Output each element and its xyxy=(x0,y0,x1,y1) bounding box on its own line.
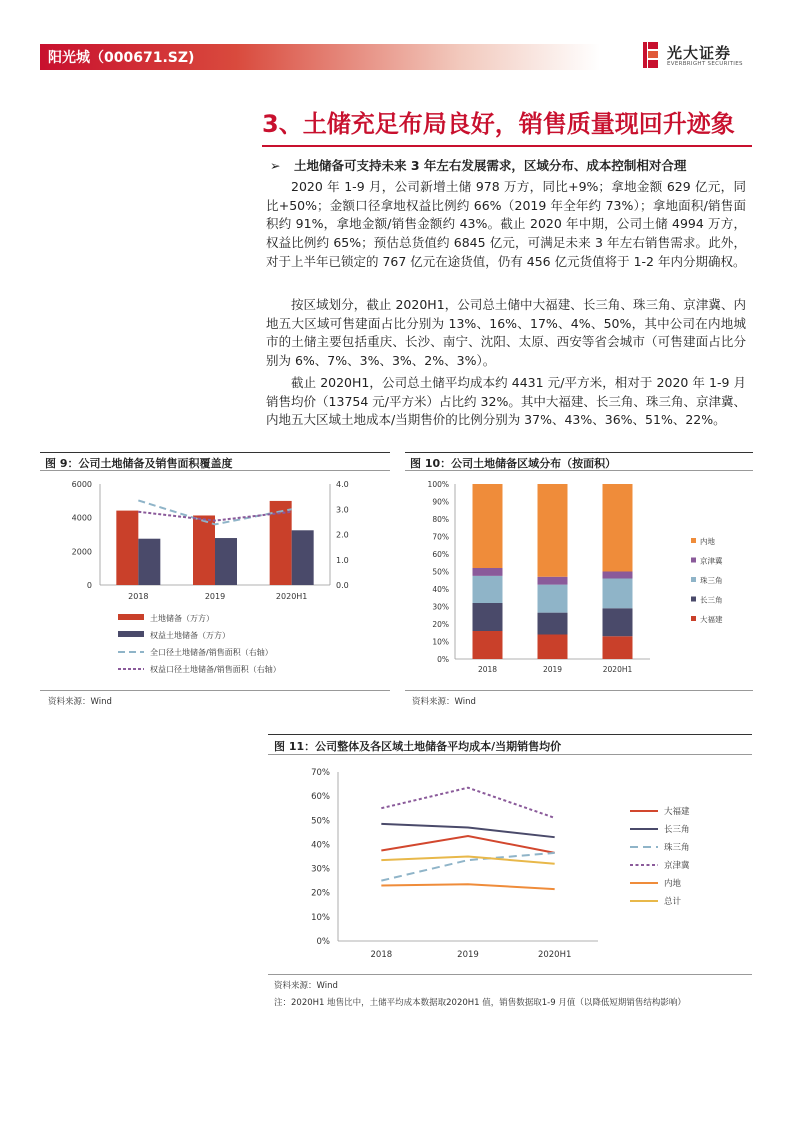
fig9-legend-label: 全口径土地储备/销售面积（右轴） xyxy=(150,648,273,657)
fig9-bar xyxy=(138,539,160,585)
fig9-right-tick-label: 4.0 xyxy=(336,480,349,489)
fig10-bar-segment xyxy=(538,484,568,577)
fig9-top-rule xyxy=(40,452,390,453)
fig10-bar-segment xyxy=(538,585,568,613)
fig10-legend-label: 内地 xyxy=(700,537,715,546)
fig11-legend-label: 内地 xyxy=(664,879,682,889)
fig9-title-rule xyxy=(40,470,390,471)
fig10-top-rule xyxy=(405,452,753,453)
fig10-legend-swatch xyxy=(691,538,696,543)
fig10-bottom-rule xyxy=(405,690,753,691)
fig9-category-label: 2019 xyxy=(204,592,226,601)
paragraph: 截止 2020H1，公司总土储平均成本约 4431 元/平方米，相对于 2020 年 1-9 月销售均价（13754 元/平方米）占比约 32%。其中大福建、长三角、珠三角、京津冀、内地五大区域土地成本/当期售价的比例分别为 37%、43%、36%、51%、22%。 xyxy=(266,375,746,428)
fig9-bar xyxy=(193,515,215,585)
fig10-title: 图 10：公司土地储备区域分布（按面积） xyxy=(410,457,617,470)
fig11-series-line xyxy=(381,788,554,818)
fig10-y-tick-label: 70% xyxy=(432,532,449,542)
fig9-right-tick-label: 2.0 xyxy=(336,530,349,540)
bullet-text: 土地储备可支持未来 3 年左右发展需求，区域分布、成本控制相对合理 xyxy=(294,158,687,173)
fig10-legend-swatch xyxy=(691,577,696,582)
fig9-left-tick-label: 4000 xyxy=(71,513,92,523)
fig11-y-tick-label: 60% xyxy=(311,792,330,803)
fig10-legend-label: 京津冀 xyxy=(700,556,723,566)
fig11-title: 图 11：公司整体及各区域土地储备平均成本/当期销售均价 xyxy=(274,740,562,753)
fig11-legend-label: 大福建 xyxy=(664,807,690,817)
fig11-title-rule xyxy=(268,754,752,755)
fig11-legend-label: 总计 xyxy=(664,897,682,907)
fig9-bar xyxy=(215,538,237,585)
fig10-y-tick-label: 0% xyxy=(437,655,449,664)
fig9-category-label: 2018 xyxy=(128,592,149,601)
fig10-chart xyxy=(405,472,753,687)
fig10-y-tick-label: 50% xyxy=(432,567,449,577)
fig10-legend-swatch xyxy=(691,597,696,602)
fig11-y-tick-label: 20% xyxy=(311,888,330,899)
fig10-bar-segment xyxy=(473,484,503,568)
fig11-y-tick-label: 70% xyxy=(311,768,330,778)
fig9-title: 图 9：公司土地储备及销售面积覆盖度 xyxy=(45,457,233,470)
fig10-bar-segment xyxy=(473,603,503,631)
fig10-bar-segment xyxy=(473,568,503,576)
fig9-legend-swatch xyxy=(118,631,144,637)
fig11-series-line xyxy=(381,884,554,889)
fig10-y-tick-label: 10% xyxy=(432,637,449,647)
fig10-legend-swatch xyxy=(691,558,696,563)
fig9-legend-label: 权益土地储备（万方） xyxy=(150,631,230,640)
fig11-bottom-rule xyxy=(268,974,752,975)
fig11-note: 注：2020H1 地售比中，土储平均成本数据取2020H1 值，销售数据取1-9 月值（以降低短期销售结构影响） xyxy=(274,998,686,1008)
fig11-y-tick-label: 30% xyxy=(311,864,330,875)
title-rule xyxy=(262,145,752,147)
fig9-source: 资料来源：Wind xyxy=(48,697,112,707)
fig10-y-tick-label: 60% xyxy=(432,550,449,559)
fig11-y-tick-label: 0% xyxy=(316,937,330,947)
fig9-bar xyxy=(116,511,138,585)
fig10-source: 资料来源：Wind xyxy=(412,697,476,707)
fig11-top-rule xyxy=(268,734,752,735)
fig10-bar-segment xyxy=(603,572,633,579)
fig10-bar-segment xyxy=(603,579,633,609)
fig10-bar-segment xyxy=(473,631,503,659)
fig10-legend-label: 大福建 xyxy=(700,615,723,624)
fig9-left-tick-label: 2000 xyxy=(71,547,92,557)
fig10-bar-segment xyxy=(538,635,568,660)
fig10-y-tick-label: 100% xyxy=(427,480,449,489)
fig11-y-tick-label: 40% xyxy=(311,840,330,851)
fig9-right-tick-label: 1.0 xyxy=(336,555,349,565)
fig10-bar-segment xyxy=(473,576,503,603)
fig11-legend-label: 珠三角 xyxy=(664,843,690,853)
brand-logo-icon xyxy=(641,40,661,70)
fig11-category-label: 2018 xyxy=(370,950,393,960)
fig10-bar-segment xyxy=(603,484,633,572)
header-title: 阳光城（000671.SZ) xyxy=(48,50,195,66)
fig10-bar-segment xyxy=(538,577,568,585)
fig11-legend-label: 长三角 xyxy=(664,825,690,835)
fig10-y-tick-label: 20% xyxy=(432,620,449,629)
fig10-legend-label: 珠三角 xyxy=(700,576,723,585)
bullet-heading xyxy=(270,156,686,174)
brand-name-cn: 光大证券 xyxy=(667,44,732,62)
fig11-source: 资料来源：Wind xyxy=(274,981,338,991)
fig9-legend-label: 土地储备（万方） xyxy=(150,614,214,623)
brand xyxy=(641,40,751,74)
fig11-y-tick-label: 10% xyxy=(311,912,330,923)
fig11-series-line xyxy=(381,836,554,853)
fig11-series-line xyxy=(381,857,554,864)
fig9-category-label: 2020H1 xyxy=(275,592,308,601)
fig9-left-tick-label: 6000 xyxy=(71,480,92,489)
fig9-bar xyxy=(292,530,314,585)
brand-name-en: EVERBRIGHT SECURITIES xyxy=(667,61,743,67)
fig10-legend-label: 长三角 xyxy=(700,595,723,605)
fig11-category-label: 2020H1 xyxy=(537,950,572,960)
fig11-y-tick-label: 50% xyxy=(311,816,330,827)
fig11-chart xyxy=(268,758,752,973)
paragraph: 按区域划分，截止 2020H1，公司总土储中大福建、长三角、珠三角、京津冀、内地五大区域可售建面占比分别为 13%、16%、17%、4%、50%，其中公司在内地城市的土储主要包括重庆、长沙、南宁、沈阳、太原、西安等省会城市（可售建面占比分别为 6%、7%、3%、3%、2%、3%）。 xyxy=(266,297,746,369)
fig10-y-tick-label: 40% xyxy=(432,585,449,594)
fig9-bottom-rule xyxy=(40,690,390,691)
fig10-bar-segment xyxy=(603,608,633,636)
fig9-chart xyxy=(40,472,390,687)
fig10-bar-segment xyxy=(538,613,568,635)
fig9-right-tick-label: 3.0 xyxy=(336,505,349,515)
bullet-arrow-icon: ➢ xyxy=(270,158,281,173)
fig11-legend-label: 京津冀 xyxy=(664,861,690,871)
fig10-title-rule xyxy=(405,470,753,471)
fig9-legend-label: 权益口径土地储备/销售面积（右轴） xyxy=(150,665,281,674)
section-title: 3、土储充足布局良好，销售质量现回升迹象 xyxy=(262,110,735,138)
fig10-legend-swatch xyxy=(691,616,696,621)
fig10-category-label: 2020H1 xyxy=(602,665,633,674)
fig10-category-label: 2018 xyxy=(477,665,498,674)
fig10-bar-segment xyxy=(603,636,633,659)
paragraph: 2020 年 1-9 月，公司新增土储 978 万方，同比+9%；拿地金额 629 亿元，同比+50%；金额口径拿地权益比例约 66%（2019 年全年约 73%）；拿地面积/销售面积约 91%，拿地金额/销售金额约 43%。截止 2020 年中期，公司土储 4994 万方，权益比例约 65%；预估总货值约 6845 亿元，可满足未来 3 年左右销售需求。此外，对于上半年已锁定的 767 亿元在途货值，仍有 456 亿元货值将于 1-2 年内分期确权。 xyxy=(266,179,746,269)
fig9-left-tick-label: 0 xyxy=(86,581,92,590)
fig9-legend-swatch xyxy=(118,614,144,620)
fig10-category-label: 2019 xyxy=(542,665,563,674)
fig11-category-label: 2019 xyxy=(457,950,479,960)
fig10-y-tick-label: 30% xyxy=(432,602,449,612)
fig9-right-tick-label: 0.0 xyxy=(336,581,349,590)
fig10-y-tick-label: 80% xyxy=(432,515,449,524)
fig10-y-tick-label: 90% xyxy=(432,497,449,507)
